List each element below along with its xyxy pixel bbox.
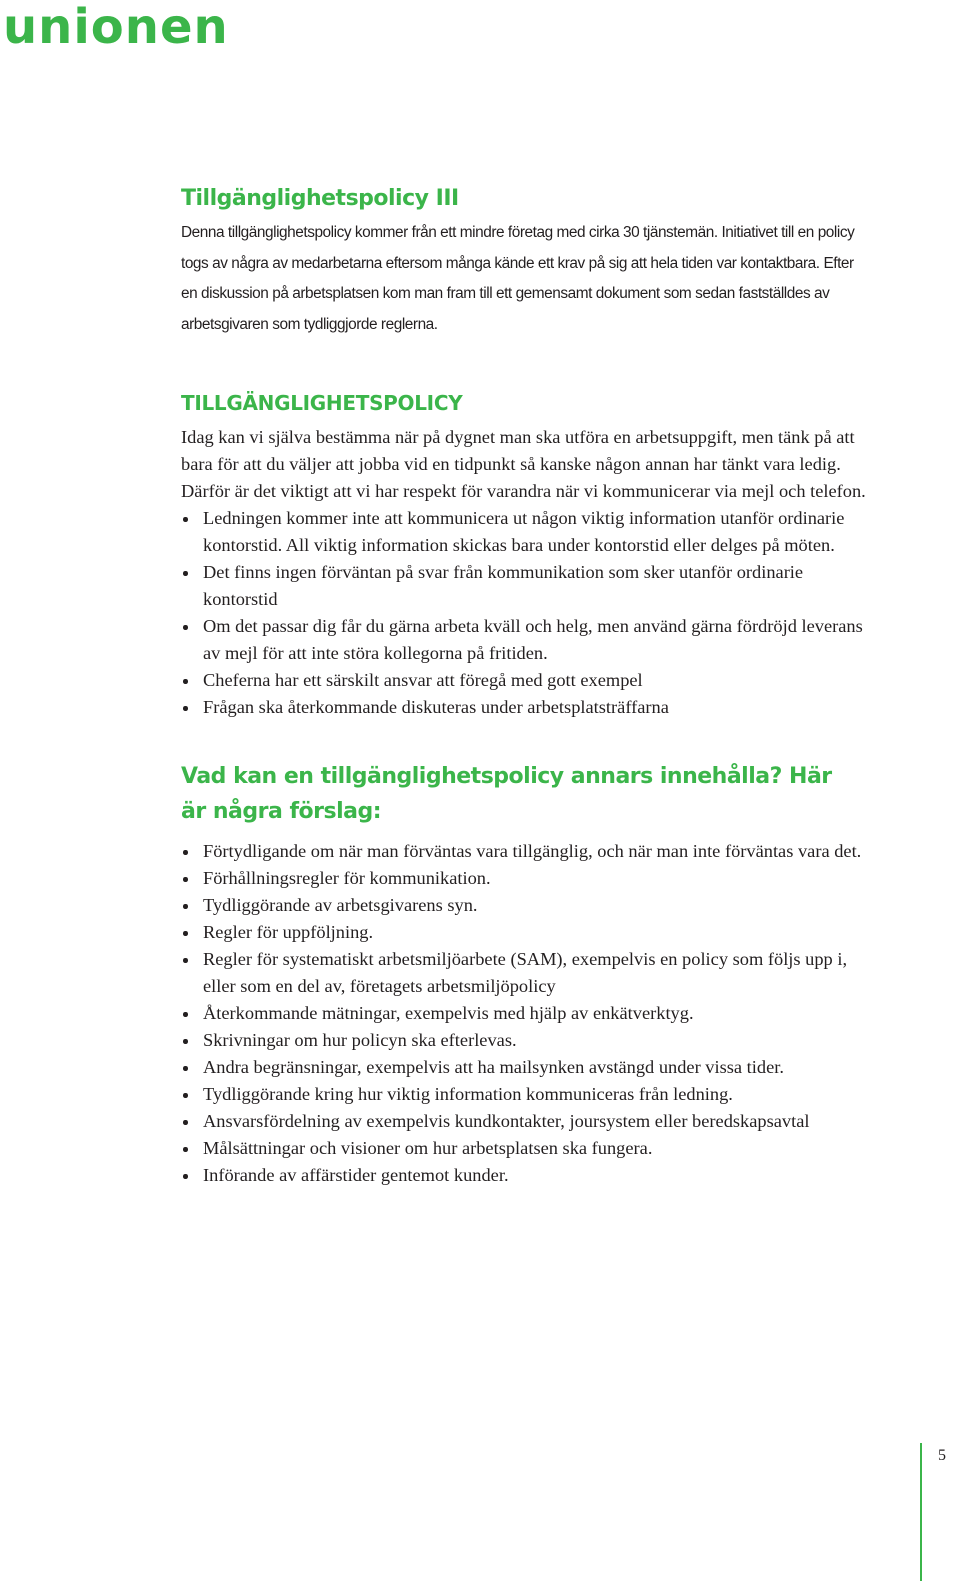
list-item: Om det passar dig får du gärna arbeta kväll och helg, men använd gärna fördröjd leverans av mejl för att inte störa kollegorna på fritiden. xyxy=(181,613,871,667)
suggestions-heading: Vad kan en tillgänglighetspolicy annars innehålla? Här är några förslag: xyxy=(181,764,832,824)
list-item: Förtydligande om när man förväntas vara tillgänglig, och när man inte förväntas vara det. xyxy=(181,838,871,865)
list-item: Det finns ingen förväntan på svar från kommunikation som sker utanför ordinarie kontorstid xyxy=(181,559,871,613)
list-item: Återkommande mätningar, exempelvis med hjälp av enkätverktyg. xyxy=(181,1000,871,1027)
page-rule-line xyxy=(920,1443,922,1581)
list-item: Andra begränsningar, exempelvis att ha mailsynken avstängd under vissa tider. xyxy=(181,1054,871,1081)
page-number: 5 xyxy=(938,1447,946,1464)
list-item: Ledningen kommer inte att kommunicera ut någon viktig information utanför ordinarie kontorstid. All viktig information skickas bara under kontorstid eller delges på möten. xyxy=(181,505,871,559)
list-item: Tydliggörande kring hur viktig information kommuniceras från ledning. xyxy=(181,1081,871,1108)
list-item: Införande av affärstider gentemot kunder. xyxy=(181,1162,871,1189)
intro-paragraph: Denna tillgänglighetspolicy kommer från ett mindre företag med cirka 30 tjänstemän. Initiativet till en policy togs av några av medarbetarna eftersom många kände ett krav på sig att hela tiden var kontaktbara. Efter en diskussion på arbetsplatsen kom man fram till ett gemensamt dokument som sedan fastställdes av arbetsgivaren som tydliggjorde reglerna. xyxy=(181,224,855,333)
list-item: Regler för systematiskt arbetsmiljöarbete (SAM), exempelvis en policy som följs upp i, eller som en del av, företagets arbetsmiljöpolicy xyxy=(181,946,871,1000)
document-body xyxy=(181,180,871,1189)
policy-heading: TILLGÄNGLIGHETSPOLICY xyxy=(181,391,463,415)
list-item: Ansvarsfördelning av exempelvis kundkontakter, joursystem eller beredskapsavtal xyxy=(181,1108,871,1135)
list-item: Målsättningar och visioner om hur arbetsplatsen ska fungera. xyxy=(181,1135,871,1162)
list-item: Förhållningsregler för kommunikation. xyxy=(181,865,871,892)
policy-bullet-list xyxy=(181,505,871,721)
list-item: Tydliggörande av arbetsgivarens syn. xyxy=(181,892,871,919)
suggestions-bullet-list xyxy=(181,838,871,1189)
list-item: Frågan ska återkommande diskuteras under arbetsplatsträffarna xyxy=(181,694,871,721)
list-item: Cheferna har ett särskilt ansvar att föregå med gott exempel xyxy=(181,667,871,694)
policy-paragraph: Idag kan vi själva bestämma när på dygnet man ska utföra en arbetsuppgift, men tänk på att bara för att du väljer att jobba vid en tidpunkt så kanske någon annan har tänkt vara ledig. Därför är det viktigt att vi har respekt för varandra när vi kommunicerar via mejl och telefon. xyxy=(181,427,866,501)
list-item: Skrivningar om hur policyn ska efterlevas. xyxy=(181,1027,871,1054)
list-item: Regler för uppföljning. xyxy=(181,919,871,946)
unionen-logo: unionen xyxy=(3,0,229,55)
section-title: Tillgänglighetspolicy III xyxy=(181,186,459,211)
